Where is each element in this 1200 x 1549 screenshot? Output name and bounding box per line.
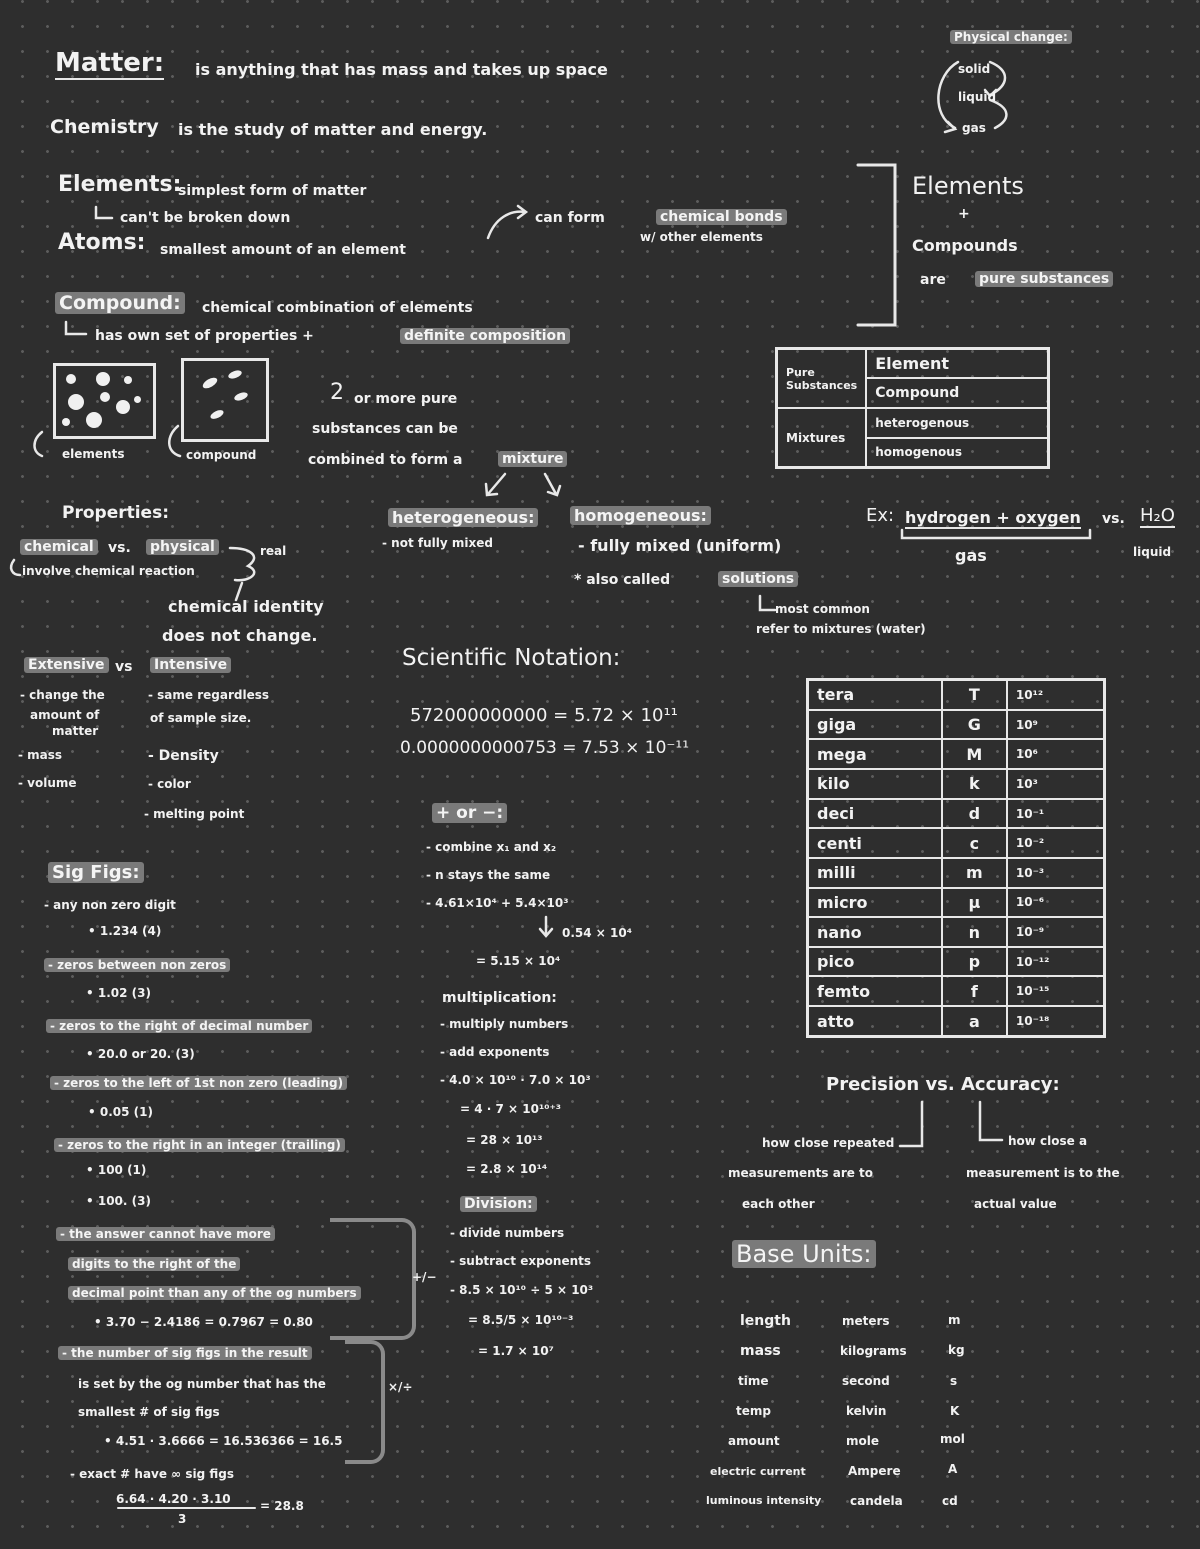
sig-figs-title: Sig Figs:	[48, 862, 144, 883]
prefix-power: 10⁻¹⁵	[1007, 976, 1105, 1006]
state-gas: gas	[962, 121, 986, 135]
example-liquid: liquid	[1133, 545, 1172, 559]
extensive-desc-2: amount of	[30, 708, 100, 722]
sig-figs-rule-5: - zeros to the right in an integer (trailing)	[54, 1138, 345, 1152]
add-rule-example: • 3.70 − 2.4186 = 0.7967 = 0.80	[94, 1315, 313, 1329]
add-rule-1: - the answer cannot have more	[56, 1227, 275, 1241]
precision-title: Precision vs. Accuracy:	[826, 1074, 1060, 1095]
intensive-item-color: - color	[148, 777, 191, 791]
mul-rule-1: - the number of sig figs in the result	[58, 1346, 312, 1360]
prefix-power: 10⁻⁶	[1007, 888, 1105, 918]
base-unit-quantity: length	[740, 1313, 791, 1329]
add-sub-bracket	[330, 1218, 416, 1340]
base-unit-quantity: amount	[728, 1434, 780, 1448]
prefix-power: 10¹²	[1007, 680, 1105, 710]
intensive-title: Intensive	[150, 657, 231, 673]
base-unit-symbol: s	[950, 1374, 958, 1388]
chemical-bonds-highlight: chemical bonds	[656, 209, 787, 225]
summary-plus: +	[958, 206, 970, 222]
mul-rule-3: smallest # of sig figs	[78, 1405, 220, 1419]
chemistry-term: Chemistry	[50, 116, 159, 138]
intensive-desc-1: - same regardless	[148, 688, 270, 702]
summary-are: are	[920, 272, 946, 288]
base-unit-name: second	[842, 1374, 890, 1388]
sig-figs-rule-2: - zeros between non zeros	[44, 958, 230, 972]
prefix-power: 10⁻¹	[1007, 799, 1105, 829]
example-formula: H₂O	[1140, 505, 1175, 526]
multiplication-line-2: = 28 × 10¹³	[466, 1133, 543, 1147]
compound-term: Compound:	[55, 292, 185, 314]
precision-desc-3: each other	[742, 1197, 815, 1211]
mul-div-bracket	[345, 1340, 385, 1464]
bonds-text: can form	[535, 210, 605, 226]
elements-definition: simplest form of matter	[178, 183, 367, 199]
prefix-row	[808, 947, 1105, 977]
prefix-power: 10⁻¹²	[1007, 947, 1105, 977]
prefix-power: 10⁻¹⁸	[1007, 1006, 1105, 1036]
division-step-2: - subtract exponents	[450, 1254, 592, 1268]
base-unit-name: kilograms	[840, 1344, 907, 1358]
mul-rule-2: is set by the og number that has the	[78, 1377, 326, 1391]
group-pure-substances: Pure Substances	[777, 349, 867, 409]
group-mixtures: Mixtures	[777, 408, 867, 468]
prefix-name: deci	[808, 799, 942, 829]
mixture-line-1: or more pure	[354, 391, 458, 407]
sci-notation-ex-1: 572000000000 = 5.72 × 10¹¹	[410, 705, 678, 726]
properties-chem-note: involve chemical reaction	[22, 564, 195, 578]
intensive-item-melting-point: - melting point	[144, 807, 245, 821]
sig-figs-rule-1-ex: • 1.234 (4)	[88, 924, 162, 938]
prefix-row	[808, 888, 1105, 918]
extensive-item-mass: - mass	[18, 748, 63, 762]
homogeneous-also: * also called	[574, 572, 671, 588]
summary-compounds: Compounds	[912, 236, 1018, 255]
item-compound: Compound	[866, 378, 1048, 408]
prefix-table	[806, 678, 1106, 1038]
mixture-line-3: combined to form a	[308, 452, 463, 468]
mul-div-label: ×/÷	[388, 1380, 413, 1394]
base-unit-name: meters	[842, 1314, 890, 1328]
division-line-1: = 8.5/5 × 10¹⁰⁻³	[468, 1313, 574, 1327]
exact-result: = 28.8	[260, 1499, 304, 1513]
matter-title: Matter:	[55, 48, 165, 78]
base-units-title: Base Units:	[732, 1240, 876, 1268]
base-unit-quantity: temp	[736, 1404, 771, 1418]
add-sub-label: +/−	[412, 1270, 437, 1284]
add-rule-3: decimal point than any of the og numbers	[68, 1286, 361, 1300]
homogeneous-desc: - fully mixed (uniform)	[578, 536, 782, 555]
prefix-symbol: m	[942, 858, 1007, 888]
bonds-text-2: w/ other elements	[640, 230, 763, 244]
atoms-term: Atoms:	[58, 230, 146, 255]
atoms-definition: smallest amount of an element	[160, 242, 406, 258]
prefix-symbol: d	[942, 799, 1007, 829]
division-line-2: = 1.7 × 10⁷	[478, 1344, 554, 1358]
prefix-power: 10⁻³	[1007, 858, 1105, 888]
base-unit-quantity: electric current	[710, 1465, 806, 1478]
division-step-1: - divide numbers	[450, 1226, 565, 1240]
extensive-desc-3: matter	[52, 724, 99, 738]
sig-figs-rule-3-ex: • 20.0 or 20. (3)	[86, 1047, 195, 1061]
intensive-item-density: - Density	[148, 748, 219, 764]
prefix-row	[808, 799, 1105, 829]
extensive-item-volume: - volume	[18, 776, 77, 790]
extensive-title: Extensive	[24, 657, 109, 673]
prefix-row	[808, 976, 1105, 1006]
item-element: Element	[866, 349, 1048, 379]
properties-title: Properties:	[62, 503, 170, 523]
item-heterogenous: heterogenous	[866, 408, 1048, 438]
elements-diagram	[53, 363, 156, 439]
prefix-name: nano	[808, 917, 942, 947]
matter-definition: is anything that has mass and takes up space	[195, 60, 608, 79]
base-unit-name: candela	[850, 1494, 903, 1508]
multiplication-step-3: - 4.0 × 10¹⁰ · 7.0 × 10³	[440, 1073, 591, 1087]
prefix-symbol: μ	[942, 888, 1007, 918]
base-unit-symbol: kg	[948, 1343, 965, 1357]
precision-desc-2: measurements are to	[728, 1166, 874, 1180]
mixture-highlight: mixture	[498, 451, 567, 467]
sig-figs-rule-4: - zeros to the left of 1st non zero (leading)	[50, 1076, 347, 1090]
sig-figs-rule-5-ex-1: • 100 (1)	[86, 1163, 147, 1177]
heterogeneous-desc: - not fully mixed	[382, 536, 493, 550]
add-sub-step-2: - n stays the same	[426, 868, 551, 882]
base-unit-quantity: mass	[740, 1343, 781, 1359]
pure-substances-highlight: pure substances	[975, 271, 1113, 287]
prefix-power: 10⁻⁹	[1007, 917, 1105, 947]
multiplication-step-2: - add exponents	[440, 1045, 550, 1059]
properties-identity-1: chemical identity	[168, 597, 324, 616]
prefix-symbol: G	[942, 710, 1007, 740]
multiplication-title: multiplication:	[442, 990, 557, 1006]
prefix-power: 10³	[1007, 769, 1105, 799]
prefix-row	[808, 1006, 1105, 1036]
base-unit-quantity: luminous intensity	[706, 1494, 822, 1507]
example-vs: vs.	[1102, 511, 1125, 527]
elements-note: can't be broken down	[120, 210, 291, 226]
prefix-symbol: T	[942, 680, 1007, 710]
exact-rule: - exact # have ∞ sig figs	[70, 1467, 234, 1481]
elements-term: Elements:	[58, 172, 182, 197]
classification-table	[775, 347, 1050, 469]
prefix-symbol: a	[942, 1006, 1007, 1036]
intensive-desc-2: of sample size.	[150, 711, 252, 725]
chemistry-definition: is the study of matter and energy.	[178, 120, 488, 139]
add-sub-result-1: 0.54 × 10⁴	[562, 926, 632, 940]
sig-figs-rule-3: - zeros to the right of decimal number	[46, 1019, 312, 1033]
extensive-vs: vs	[115, 659, 133, 675]
prefix-row	[808, 828, 1105, 858]
homogeneous-title: homogeneous:	[570, 506, 711, 525]
item-homogenous: homogenous	[866, 438, 1048, 468]
precision-desc-1: how close repeated	[762, 1136, 895, 1150]
add-sub-result-2: = 5.15 × 10⁴	[476, 954, 561, 968]
multiplication-step-1: - multiply numbers	[440, 1017, 569, 1031]
accuracy-desc-2: measurement is to the	[966, 1166, 1120, 1180]
mixture-line-2: substances can be	[312, 421, 458, 437]
definite-composition-highlight: definite composition	[400, 328, 570, 344]
base-unit-name: Ampere	[848, 1464, 901, 1478]
multiplication-line-1: = 4 · 7 × 10¹⁰⁺³	[460, 1102, 562, 1116]
accuracy-desc-1: how close a	[1008, 1134, 1088, 1148]
add-sub-title: + or −:	[432, 803, 507, 823]
sci-notation-ex-2: 0.0000000000753 = 7.53 × 10⁻¹¹	[400, 738, 690, 758]
prefix-row	[808, 739, 1105, 769]
compound-diagram	[181, 358, 269, 442]
homogeneous-note-1: most common	[775, 602, 870, 616]
prefix-name: mega	[808, 739, 942, 769]
base-unit-symbol: K	[950, 1404, 960, 1418]
sig-figs-rule-5-ex-2: • 100. (3)	[86, 1194, 151, 1208]
summary-elements: Elements	[912, 172, 1024, 200]
base-unit-symbol: cd	[942, 1494, 958, 1508]
division-title: Division:	[460, 1196, 537, 1212]
diagram-label-elements: elements	[62, 447, 125, 461]
sig-figs-rule-4-ex: • 0.05 (1)	[88, 1105, 153, 1119]
prefix-name: micro	[808, 888, 942, 918]
prefix-row	[808, 769, 1105, 799]
prefix-name: giga	[808, 710, 942, 740]
state-solid: solid	[958, 62, 991, 76]
physical-change-title: Physical change:	[950, 30, 1072, 44]
prefix-name: milli	[808, 858, 942, 888]
prefix-name: pico	[808, 947, 942, 977]
prefix-name: atto	[808, 1006, 942, 1036]
example-text: hydrogen + oxygen	[905, 508, 1081, 527]
sci-notation-title: Scientific Notation:	[402, 645, 621, 671]
add-sub-step-1: - combine x₁ and x₂	[426, 840, 557, 854]
exact-denominator: 3	[178, 1512, 187, 1526]
prefix-name: tera	[808, 680, 942, 710]
prefix-power: 10⁶	[1007, 739, 1105, 769]
prefix-symbol: p	[942, 947, 1007, 977]
solutions-highlight: solutions	[718, 571, 798, 587]
sig-figs-rule-2-ex: • 1.02 (3)	[86, 986, 151, 1000]
state-liquid: liquid	[958, 90, 997, 104]
compound-note: has own set of properties +	[95, 328, 314, 344]
prefix-symbol: M	[942, 739, 1007, 769]
division-step-3: - 8.5 × 10¹⁰ ÷ 5 × 10³	[450, 1283, 594, 1297]
prefix-symbol: k	[942, 769, 1007, 799]
base-unit-symbol: A	[948, 1462, 958, 1476]
multiplication-line-3: = 2.8 × 10¹⁴	[466, 1162, 548, 1176]
prefix-name: kilo	[808, 769, 942, 799]
example-prefix: Ex:	[866, 505, 895, 526]
prefix-power: 10⁹	[1007, 710, 1105, 740]
prefix-symbol: f	[942, 976, 1007, 1006]
add-sub-step-3: - 4.61×10⁴ + 5.4×10³	[426, 896, 569, 910]
prefix-name: centi	[808, 828, 942, 858]
properties-vs: vs.	[108, 540, 131, 556]
base-unit-quantity: time	[738, 1374, 769, 1388]
mul-rule-example: • 4.51 · 3.6666 = 16.536366 = 16.5	[104, 1434, 343, 1448]
prefix-row	[808, 858, 1105, 888]
prefix-row	[808, 680, 1105, 710]
extensive-desc-1: - change the	[20, 688, 105, 702]
base-unit-symbol: m	[948, 1313, 961, 1327]
mixture-number: 2	[330, 380, 344, 405]
base-unit-symbol: mol	[940, 1432, 965, 1446]
exact-numerator: 6.64 · 4.20 · 3.10	[116, 1492, 231, 1506]
properties-chemical: chemical	[20, 539, 98, 555]
example-gas: gas	[955, 546, 987, 565]
properties-real: real	[260, 544, 287, 558]
prefix-row	[808, 710, 1105, 740]
properties-physical: physical	[146, 539, 219, 555]
base-unit-name: mole	[846, 1434, 879, 1448]
compound-definition: chemical combination of elements	[202, 300, 473, 316]
prefix-symbol: n	[942, 917, 1007, 947]
base-unit-name: kelvin	[846, 1404, 887, 1418]
heterogeneous-title: heterogeneous:	[388, 508, 538, 527]
prefix-symbol: c	[942, 828, 1007, 858]
prefix-name: femto	[808, 976, 942, 1006]
prefix-power: 10⁻²	[1007, 828, 1105, 858]
accuracy-desc-3: actual value	[974, 1197, 1057, 1211]
properties-identity-2: does not change.	[162, 626, 318, 645]
prefix-row	[808, 917, 1105, 947]
sig-figs-rule-1: - any non zero digit	[44, 898, 176, 912]
homogeneous-note-2: refer to mixtures (water)	[756, 622, 926, 636]
diagram-label-compound: compound	[186, 448, 257, 462]
add-rule-2: digits to the right of the	[68, 1257, 240, 1271]
